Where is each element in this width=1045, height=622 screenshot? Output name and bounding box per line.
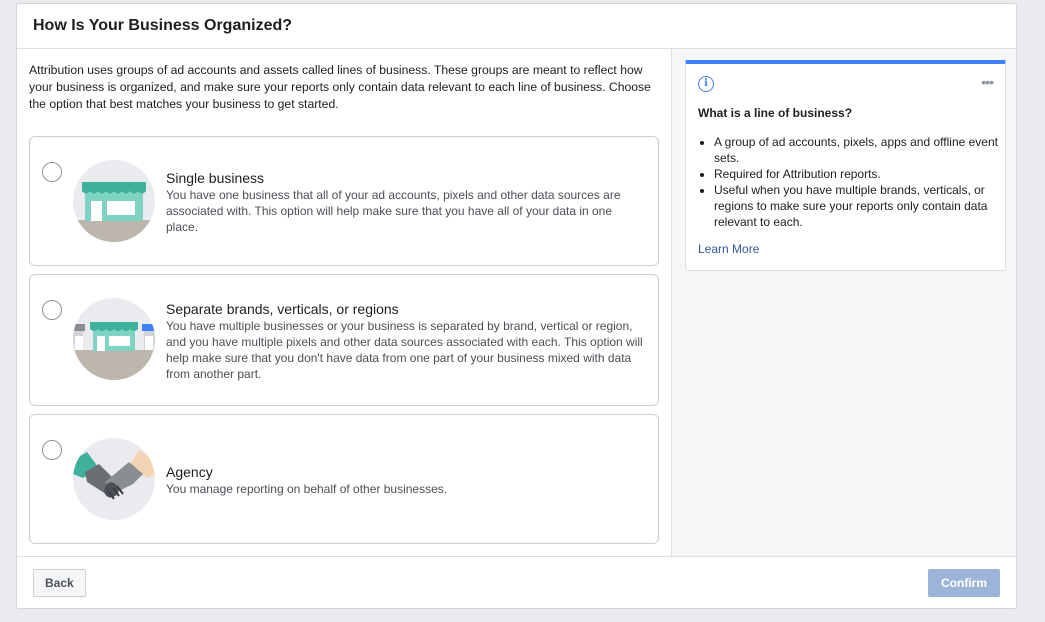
radio-separate-brands[interactable] bbox=[42, 300, 62, 320]
info-panel bbox=[671, 49, 1016, 556]
option-single-business[interactable] bbox=[29, 136, 659, 266]
option-separate-brands[interactable] bbox=[29, 274, 659, 406]
options-column bbox=[17, 49, 671, 556]
confirm-button[interactable]: Confirm bbox=[928, 569, 1000, 597]
back-button[interactable]: Back bbox=[33, 569, 86, 597]
storefront-icon bbox=[73, 160, 155, 242]
intro-text: Attribution uses groups of ad accounts and assets called lines of business. These groups are meant to reflect how your business is organized, and make sure your reports only contain data relevant to each line of business. Choose the option that best matches your business to get started. bbox=[29, 63, 651, 111]
option-text bbox=[166, 169, 646, 235]
more-options-icon[interactable]: ••• bbox=[981, 74, 993, 90]
handshake-icon bbox=[73, 438, 155, 520]
option-agency[interactable] bbox=[29, 414, 659, 544]
option-description: You manage reporting on behalf of other businesses. bbox=[166, 482, 448, 496]
option-description: You have multiple businesses or your business is separated by brand, vertical or region, and you have multiple pixels and other data sources associated with each. This option will help make sure that you don't have data from one part of your business mixed with data from another part. bbox=[166, 319, 643, 381]
info-card bbox=[685, 60, 1006, 271]
dialog-header bbox=[17, 4, 1016, 49]
info-bullet: • A group of ad accounts, pixels, apps and offline event sets. bbox=[714, 134, 999, 166]
info-bullet: • Useful when you have multiple brands, verticals, or regions to make sure your reports only contain data relevant to each. bbox=[714, 182, 999, 230]
info-title: What is a line of business? bbox=[698, 106, 853, 120]
dialog-footer bbox=[17, 556, 1016, 608]
option-title: Single business bbox=[166, 170, 265, 186]
info-icon: i bbox=[698, 76, 714, 92]
info-bullet: • Required for Attribution reports. bbox=[714, 166, 999, 182]
radio-agency[interactable] bbox=[42, 440, 62, 460]
option-title: Agency bbox=[166, 464, 213, 480]
option-description: You have one business that all of your ad accounts, pixels and other data sources are associated with. This option will help make sure that you have all of your data in one place. bbox=[166, 188, 621, 234]
option-text bbox=[166, 463, 646, 497]
info-bullet-list bbox=[714, 134, 999, 230]
dialog-body bbox=[17, 49, 1016, 556]
business-organization-dialog bbox=[16, 3, 1017, 609]
radio-single-business[interactable] bbox=[42, 162, 62, 182]
learn-more-link[interactable]: Learn More bbox=[698, 242, 760, 256]
option-text bbox=[166, 300, 646, 382]
option-title: Separate brands, verticals, or regions bbox=[166, 301, 399, 317]
dialog-title: How Is Your Business Organized? bbox=[33, 17, 293, 34]
multiple-storefronts-icon bbox=[73, 298, 155, 380]
